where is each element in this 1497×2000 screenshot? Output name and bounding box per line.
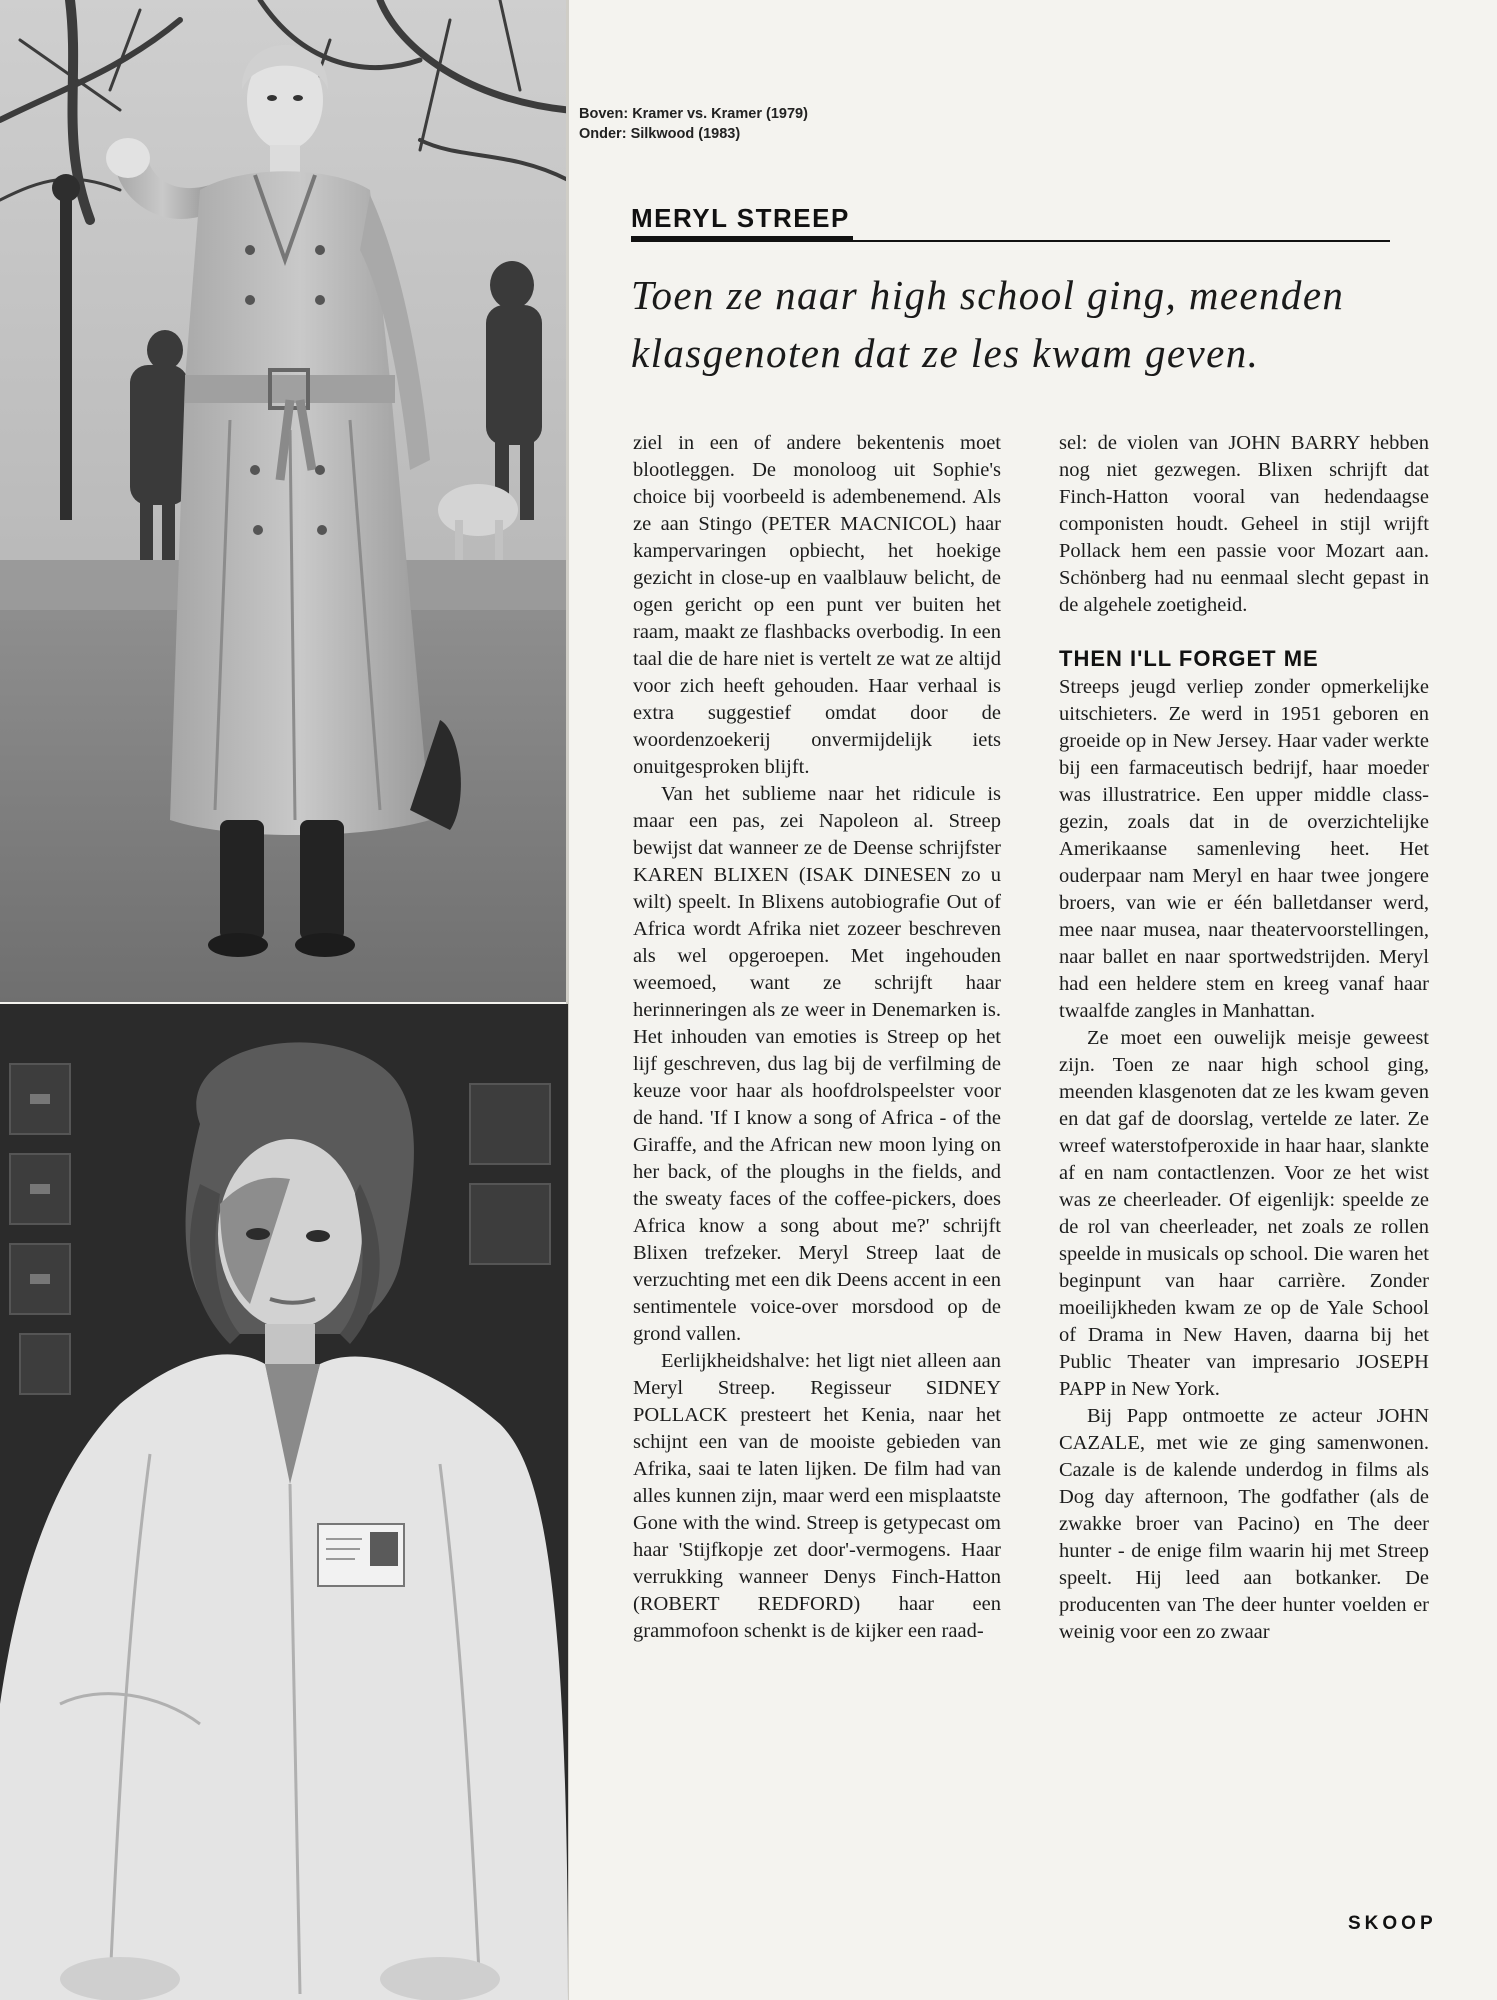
caption-top (579, 104, 808, 124)
pull-quote: Toen ze naar high school ging, meenden klasgenoten dat ze les kwam geven. (631, 272, 1345, 376)
paragraph: sel: de violen van JOHN BARRY hebben nog niet gezwegen. Blixen schrijft dat Finch-Hatton vooral van hedendaagse componisten houdt. Geheel in stijl wrijft Pollack hem een passie voor Mozart aan. Schönberg had nu eenmaal slecht gepast in de algehele zoetigheid. (1059, 432, 1429, 616)
paragraph: Bij Papp ontmoette ze acteur JOHN CAZALE, met wie ze ging samenwonen. Cazale is de kalende underdog in films als Dog day afternoon, The godfather (als de zwakke broer van Pacino) en The deer hunter - de enige film waarin hij met Streep speelt. Hij leed aan botkanker. De producenten van The deer hunter voelden er weinig voor een zo zwaar (1059, 1405, 1429, 1643)
caption-bottom (579, 124, 808, 144)
caption-bottom-label: Onder: (579, 126, 627, 142)
paragraph: Streeps jeugd verliep zonder opmerkelijke uitschieters. Ze werd in 1951 geboren en groeide op in New Jersey. Haar vader werkte bij een farmaceutisch bedrijf, haar moeder was illustratrice. Een upper middle class-gezin, zoals dat in de overzichtelijke Amerikaanse samenleving heet. Het ouderpaar nam Meryl en haar twee jongere broers, van wie er één balletdanser werd, mee naar musea, naar theatervoorstellingen, naar ballet en naar sportwedstrijden. Meryl had een heldere stem en kreeg vanaf haar twaalfde zangles in Manhattan. (1059, 676, 1429, 1022)
photo-captions (579, 104, 808, 144)
subheading: THEN I'LL FORGET ME (1059, 646, 1319, 671)
caption-bottom-text: Silkwood (1983) (630, 126, 741, 142)
caption-top-text: Kramer vs. Kramer (1979) (632, 106, 808, 122)
article-column-2 (1059, 430, 1429, 1646)
section-title: MERYL STREEP (631, 203, 850, 233)
caption-top-label: Boven: (579, 106, 629, 122)
section-rule (631, 240, 1390, 242)
photo-top-image (0, 0, 568, 1002)
paragraph: Ze moet een ouwelijk meisje geweest zijn. Toen ze naar high school ging, meenden klasgenoten dat ze les kwam geven en dat gaf de doorslag, vertelde ze later. Ze wreef waterstofperoxide in haar haar, slankte af en nam contactlenzen. Voor ze het wist was ze cheerleader. Of eigenlijk: speelde ze de rol van cheerleader, net zoals ze rollen speelde in musicals op school. Die waren het beginpunt van haar carrière. Zonder moeilijkheden kwam ze op de Yale School of Drama in New Haven, daarna bij het Public Theater van impresario JOSEPH PAPP in New York. (1059, 1027, 1429, 1400)
photo-bottom-image (0, 1004, 568, 2000)
photo-silkwood (0, 1004, 568, 2000)
paragraph: Eerlijkheidshalve: het ligt niet alleen aan Meryl Streep. Regisseur SIDNEY POLLACK presteert het Kenia, naar het schijnt een van de mooiste gebieden van Afrika, saai te laten lijken. De film had van alles kunnen zijn, maar werd een misplaatste Gone with the wind. Streep is getypecast om haar 'Stijfkopje zet door'-vermogens. Haar verrukking wanneer Denys Finch-Hatton (ROBERT REDFORD) haar een grammofoon schenkt is de kijker een raad- (633, 1350, 1001, 1642)
photo-kramer-vs-kramer (0, 0, 568, 1002)
paragraph: Van het sublieme naar het ridicule is maar een pas, zei Napoleon al. Streep bewijst dat wanneer ze de Deense schrijfster KAREN BLIXEN (ISAK DINESEN zo u wilt) speelt. In Blixens autobiografie Out of Africa wordt Afrika niet zozeer beschreven als wel opgeroepen. Met ingehouden weemoed, want ze schrijft haar herinneringen als ze weer in Denemarken is. Het inhouden van emoties is Streep op het lijf geschreven, dus lag bij de verfilming de keuze voor haar als hoofdrolspeelster voor de hand. 'If I know a song of Africa - of the Giraffe, and the African new moon lying on her back, of the ploughs in the fields, and the sweaty faces of the coffee-pickers, does Africa know a song about me?' schrijft Blixen trefzeker. Meryl Streep laat de verzuchting met een dik Deens accent in een sentimentele voice-over morsdood op de grond vallen. (633, 783, 1001, 1345)
article-column-1 (633, 430, 1001, 1645)
magazine-footer: SKOOP (1348, 1913, 1437, 1934)
paragraph: ziel in een of andere bekentenis moet blootleggen. De monoloog uit Sophie's choice bij voorbeeld is adembenemend. Als ze aan Stingo (PETER MACNICOL) haar kampervaringen opbiecht, het hoekige gezicht in close-up en vaalblauw belicht, de ogen gericht op een punt ver buiten het raam, maakt ze flashbacks overbodig. In een taal die de hare niet is vertelt ze wat ze altijd voor zich heeft gehouden. Haar verhaal is extra suggestief omdat door de woordenzoekerij onvermijdelijk iets onuitgesproken blijft. (633, 432, 1001, 778)
